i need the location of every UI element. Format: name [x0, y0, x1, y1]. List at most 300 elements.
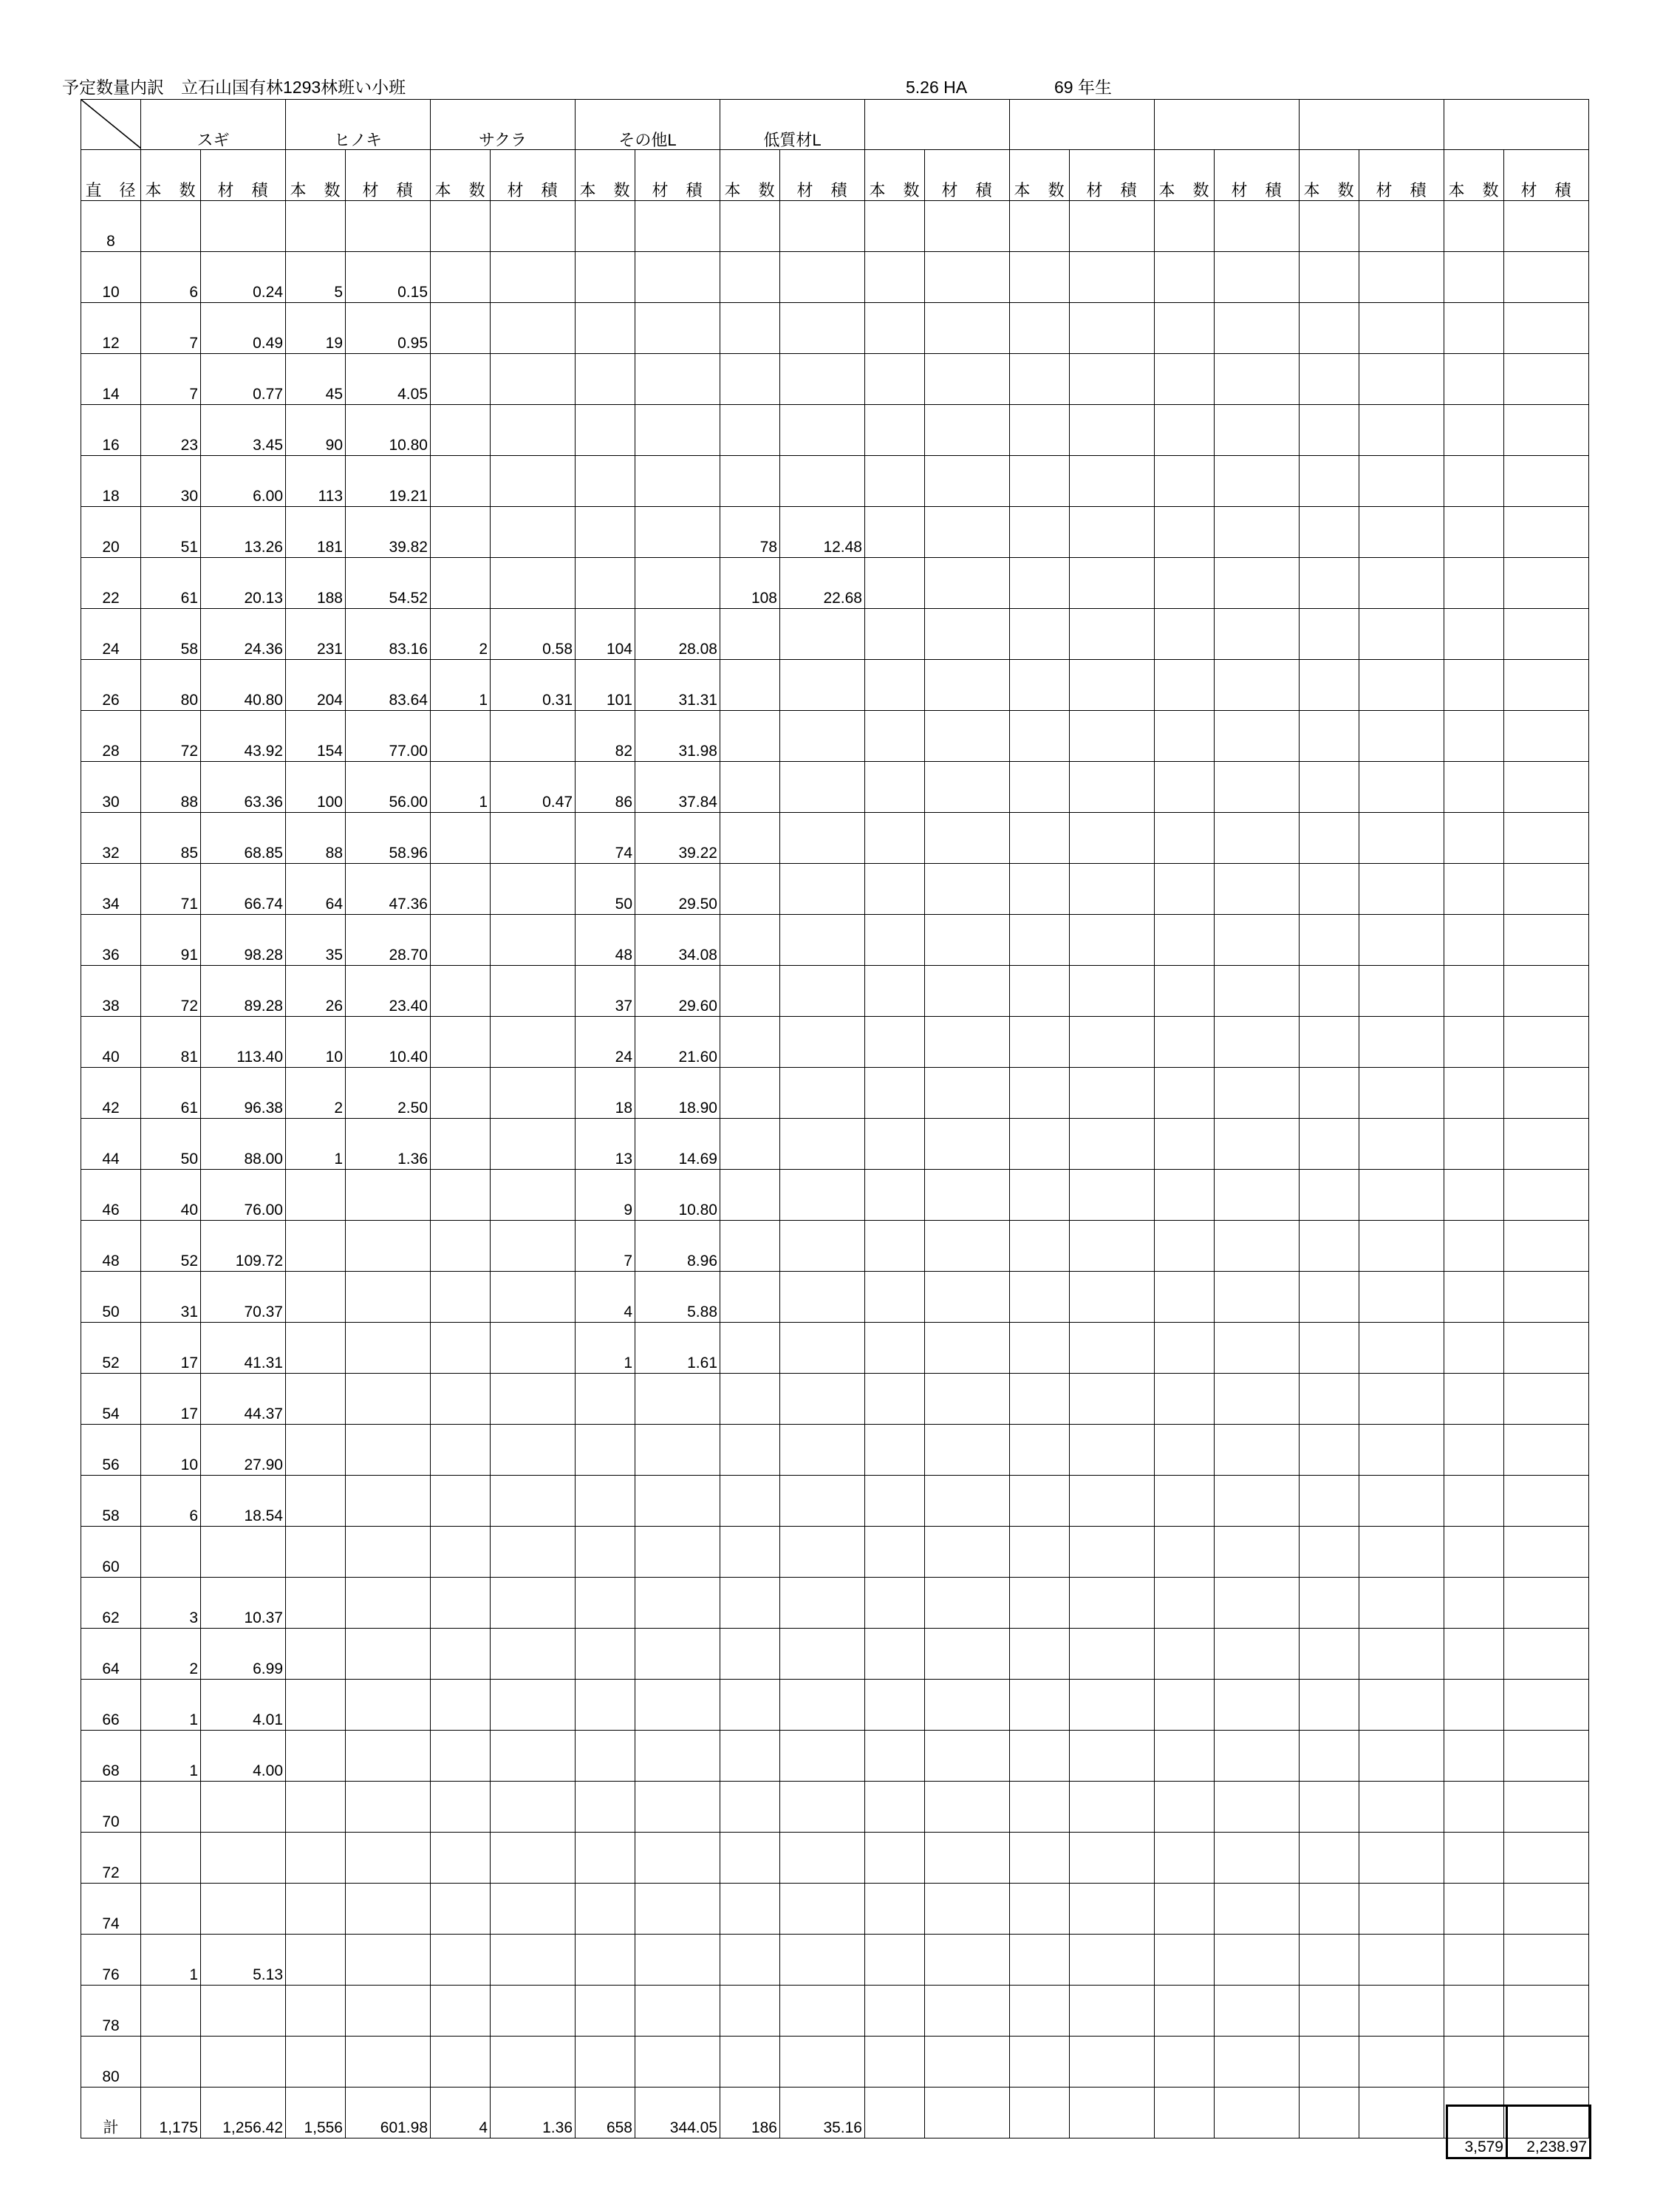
count-cell [1010, 201, 1070, 252]
count-cell: 17 [141, 1323, 201, 1374]
volume-cell [491, 1884, 576, 1935]
volume-cell [1215, 1476, 1300, 1527]
volume-cell [780, 1527, 865, 1578]
diameter-cell: 56 [81, 1425, 141, 1476]
volume-cell: 83.64 [346, 660, 431, 711]
count-cell [431, 456, 491, 507]
count-cell [865, 1221, 925, 1272]
count-cell [1155, 1272, 1215, 1323]
count-cell [720, 1272, 780, 1323]
table-row [81, 2037, 1589, 2088]
table-row [81, 1272, 1589, 1323]
volume-cell [201, 1986, 286, 2037]
count-cell [720, 1068, 780, 1119]
volume-cell [780, 2037, 865, 2088]
volume-cell [1070, 2088, 1155, 2138]
count-cell [1300, 1068, 1359, 1119]
count-cell [1010, 711, 1070, 762]
volume-cell [1070, 1833, 1155, 1884]
count-cell [1155, 1833, 1215, 1884]
count-cell [720, 1833, 780, 1884]
volume-cell [201, 1833, 286, 1884]
count-cell [1444, 2037, 1504, 2088]
count-cell [286, 1221, 346, 1272]
count-header: 本 数 [720, 150, 780, 201]
volume-cell [491, 456, 576, 507]
volume-cell [635, 354, 720, 405]
count-cell [720, 1476, 780, 1527]
diameter-cell: 58 [81, 1476, 141, 1527]
count-cell [720, 1884, 780, 1935]
count-header: 本 数 [1155, 150, 1215, 201]
count-cell [720, 1374, 780, 1425]
volume-cell [1504, 1986, 1589, 2037]
diameter-cell: 24 [81, 609, 141, 660]
count-cell: 13 [576, 1119, 635, 1170]
count-cell: 50 [576, 864, 635, 915]
count-cell [1444, 1680, 1504, 1731]
volume-cell [1359, 1986, 1444, 2037]
count-cell [1300, 1425, 1359, 1476]
volume-cell [1070, 2037, 1155, 2088]
volume-cell [1359, 1221, 1444, 1272]
count-cell [1300, 915, 1359, 966]
count-cell [431, 1374, 491, 1425]
count-cell [1300, 1578, 1359, 1629]
volume-cell: 601.98 [346, 2088, 431, 2138]
count-cell [1155, 354, 1215, 405]
volume-cell [925, 1578, 1010, 1629]
count-cell [1155, 1680, 1215, 1731]
volume-cell [780, 1323, 865, 1374]
volume-cell: 344.05 [635, 2088, 720, 2138]
volume-cell [1070, 354, 1155, 405]
area-label: 5.26 HA [906, 78, 968, 97]
volume-cell [780, 966, 865, 1017]
count-cell [1155, 405, 1215, 456]
count-cell [431, 1221, 491, 1272]
volume-cell: 63.36 [201, 762, 286, 813]
volume-cell [1070, 1731, 1155, 1782]
volume-cell [491, 813, 576, 864]
volume-cell [201, 201, 286, 252]
count-cell [1155, 1578, 1215, 1629]
count-cell [431, 1425, 491, 1476]
count-cell [1155, 1986, 1215, 2037]
count-cell: 78 [720, 507, 780, 558]
count-cell [1300, 354, 1359, 405]
count-cell [431, 507, 491, 558]
count-cell [1300, 660, 1359, 711]
count-cell [1300, 1374, 1359, 1425]
count-cell: 1 [286, 1119, 346, 1170]
volume-cell [1215, 558, 1300, 609]
volume-cell [1359, 456, 1444, 507]
volume-cell [925, 762, 1010, 813]
volume-cell [1215, 1221, 1300, 1272]
volume-cell: 0.31 [491, 660, 576, 711]
count-cell: 51 [141, 507, 201, 558]
count-cell [1010, 1986, 1070, 2037]
volume-cell [635, 456, 720, 507]
count-cell: 5 [286, 252, 346, 303]
volume-cell [1504, 201, 1589, 252]
count-cell [1300, 1629, 1359, 1680]
table-row [81, 354, 1589, 405]
count-cell [1155, 252, 1215, 303]
volume-cell [1504, 864, 1589, 915]
count-cell [431, 1527, 491, 1578]
count-cell [1010, 303, 1070, 354]
volume-cell [491, 1680, 576, 1731]
count-cell [1300, 2037, 1359, 2088]
count-cell [286, 1272, 346, 1323]
volume-cell [1359, 1731, 1444, 1782]
count-cell [720, 1017, 780, 1068]
count-cell [720, 1221, 780, 1272]
volume-cell [1504, 1170, 1589, 1221]
count-cell [1444, 1833, 1504, 1884]
count-cell: 45 [286, 354, 346, 405]
count-cell: 85 [141, 813, 201, 864]
volume-cell: 20.13 [201, 558, 286, 609]
volume-cell: 34.08 [635, 915, 720, 966]
volume-cell: 70.37 [201, 1272, 286, 1323]
count-cell [1010, 507, 1070, 558]
count-cell [720, 1527, 780, 1578]
count-cell [1300, 1782, 1359, 1833]
count-cell: 4 [431, 2088, 491, 2138]
diameter-cell: 42 [81, 1068, 141, 1119]
diameter-cell: 46 [81, 1170, 141, 1221]
table-row [81, 915, 1589, 966]
volume-cell [491, 1731, 576, 1782]
count-cell [1010, 1833, 1070, 1884]
diameter-cell: 78 [81, 1986, 141, 2037]
volume-cell [1215, 1425, 1300, 1476]
table-row [81, 558, 1589, 609]
table-row [81, 1935, 1589, 1986]
count-cell [1010, 1170, 1070, 1221]
count-cell [1155, 507, 1215, 558]
volume-cell: 66.74 [201, 864, 286, 915]
count-cell [720, 303, 780, 354]
volume-cell [635, 558, 720, 609]
count-cell: 1 [431, 762, 491, 813]
volume-cell [1504, 1578, 1589, 1629]
count-cell: 10 [141, 1425, 201, 1476]
count-cell: 81 [141, 1017, 201, 1068]
count-header: 本 数 [431, 150, 491, 201]
volume-cell [1504, 456, 1589, 507]
count-cell [1300, 252, 1359, 303]
count-cell [576, 1374, 635, 1425]
volume-cell [491, 966, 576, 1017]
volume-cell [635, 507, 720, 558]
count-cell [1444, 456, 1504, 507]
volume-cell [780, 1119, 865, 1170]
count-cell: 37 [576, 966, 635, 1017]
count-cell [1155, 1935, 1215, 1986]
table-row [81, 405, 1589, 456]
volume-cell [780, 1374, 865, 1425]
species-header: サクラ [431, 100, 576, 150]
table-row [81, 1680, 1589, 1731]
volume-cell [780, 762, 865, 813]
count-cell [1155, 456, 1215, 507]
count-cell [1300, 1017, 1359, 1068]
total-row [81, 2088, 1589, 2138]
count-cell [1444, 252, 1504, 303]
count-cell [865, 915, 925, 966]
count-cell [431, 1476, 491, 1527]
count-cell: 52 [141, 1221, 201, 1272]
count-header: 本 数 [1300, 150, 1359, 201]
volume-cell [1215, 1833, 1300, 1884]
count-cell [865, 2037, 925, 2088]
count-cell [865, 405, 925, 456]
diameter-cell: 36 [81, 915, 141, 966]
count-cell [865, 1731, 925, 1782]
diameter-cell: 30 [81, 762, 141, 813]
volume-cell [1215, 1374, 1300, 1425]
volume-cell [925, 1476, 1010, 1527]
count-cell [141, 2037, 201, 2088]
count-cell: 31 [141, 1272, 201, 1323]
count-cell [720, 1425, 780, 1476]
volume-cell [1215, 354, 1300, 405]
volume-cell: 0.47 [491, 762, 576, 813]
volume-cell [1215, 201, 1300, 252]
volume-cell: 68.85 [201, 813, 286, 864]
table-row [81, 660, 1589, 711]
count-cell: 100 [286, 762, 346, 813]
corner-diagonal-cell [81, 100, 141, 150]
count-cell [720, 201, 780, 252]
volume-cell [1359, 864, 1444, 915]
volume-cell [1070, 1986, 1155, 2037]
count-cell [431, 1833, 491, 1884]
volume-cell [780, 1221, 865, 1272]
volume-cell [1359, 303, 1444, 354]
volume-cell [925, 507, 1010, 558]
count-cell [1300, 1476, 1359, 1527]
volume-cell [780, 864, 865, 915]
count-cell [1010, 1527, 1070, 1578]
volume-cell [925, 456, 1010, 507]
volume-cell [780, 1782, 865, 1833]
count-cell [286, 1884, 346, 1935]
count-cell [720, 813, 780, 864]
volume-cell [1070, 1068, 1155, 1119]
volume-cell [491, 915, 576, 966]
count-cell: 72 [141, 711, 201, 762]
volume-cell [925, 966, 1010, 1017]
volume-cell: 28.70 [346, 915, 431, 966]
count-cell [865, 1680, 925, 1731]
count-cell: 18 [576, 1068, 635, 1119]
count-cell [720, 1323, 780, 1374]
diameter-cell: 12 [81, 303, 141, 354]
volume-cell [635, 252, 720, 303]
count-header: 本 数 [1010, 150, 1070, 201]
count-cell [286, 1731, 346, 1782]
volume-cell [925, 1119, 1010, 1170]
volume-cell [1070, 966, 1155, 1017]
count-cell: 88 [141, 762, 201, 813]
count-cell [1155, 1323, 1215, 1374]
count-cell [1300, 762, 1359, 813]
volume-cell: 88.00 [201, 1119, 286, 1170]
diameter-cell: 22 [81, 558, 141, 609]
count-cell [576, 1476, 635, 1527]
diameter-cell: 62 [81, 1578, 141, 1629]
count-cell [1300, 558, 1359, 609]
count-cell [1010, 1884, 1070, 1935]
count-cell [431, 1272, 491, 1323]
volume-cell [346, 1425, 431, 1476]
count-cell [1155, 1476, 1215, 1527]
count-cell: 19 [286, 303, 346, 354]
volume-cell [491, 711, 576, 762]
diameter-cell: 32 [81, 813, 141, 864]
volume-cell [1359, 1833, 1444, 1884]
count-cell [1010, 405, 1070, 456]
volume-cell [925, 1884, 1010, 1935]
volume-cell: 4.05 [346, 354, 431, 405]
volume-cell [346, 1782, 431, 1833]
volume-cell [1359, 507, 1444, 558]
count-cell: 30 [141, 456, 201, 507]
volume-cell [1359, 1323, 1444, 1374]
species-header: ヒノキ [286, 100, 431, 150]
table-row [81, 1374, 1589, 1425]
volume-cell [780, 1578, 865, 1629]
volume-cell [925, 1986, 1010, 2037]
volume-cell [1215, 609, 1300, 660]
volume-cell: 10.80 [346, 405, 431, 456]
count-cell [1010, 1578, 1070, 1629]
volume-cell [346, 1374, 431, 1425]
volume-cell [1215, 1629, 1300, 1680]
count-cell [1155, 1629, 1215, 1680]
volume-cell [635, 1986, 720, 2037]
volume-cell [1070, 1272, 1155, 1323]
count-cell: 61 [141, 1068, 201, 1119]
diameter-cell: 18 [81, 456, 141, 507]
volume-cell [780, 1068, 865, 1119]
count-cell [1010, 558, 1070, 609]
volume-cell [491, 864, 576, 915]
count-cell [1444, 1578, 1504, 1629]
volume-cell [780, 354, 865, 405]
count-cell [431, 303, 491, 354]
count-cell [720, 1119, 780, 1170]
volume-cell [1070, 1323, 1155, 1374]
volume-cell [1215, 2037, 1300, 2088]
volume-cell [1070, 201, 1155, 252]
count-cell [865, 1578, 925, 1629]
volume-cell [780, 1680, 865, 1731]
volume-cell [635, 1425, 720, 1476]
volume-cell: 58.96 [346, 813, 431, 864]
volume-header: 材 積 [1359, 150, 1444, 201]
count-cell [1444, 1731, 1504, 1782]
volume-cell [780, 1272, 865, 1323]
count-cell [720, 1782, 780, 1833]
table-row [81, 1476, 1589, 1527]
volume-header: 材 積 [780, 150, 865, 201]
count-cell [1010, 915, 1070, 966]
count-cell [1444, 1119, 1504, 1170]
diameter-cell: 80 [81, 2037, 141, 2088]
volume-cell [1504, 558, 1589, 609]
volume-cell [1359, 711, 1444, 762]
volume-cell [1504, 1629, 1589, 1680]
volume-cell [346, 1884, 431, 1935]
volume-cell [780, 915, 865, 966]
volume-cell [1359, 354, 1444, 405]
count-cell [1444, 1884, 1504, 1935]
volume-cell [1070, 456, 1155, 507]
count-cell [431, 1119, 491, 1170]
volume-cell [780, 609, 865, 660]
table-row [81, 966, 1589, 1017]
count-cell [141, 1986, 201, 2037]
table-row [81, 1119, 1589, 1170]
count-cell [1010, 252, 1070, 303]
volume-cell [925, 2088, 1010, 2138]
count-cell: 2 [141, 1629, 201, 1680]
count-cell [1444, 864, 1504, 915]
species-header: その他L [576, 100, 720, 150]
table-row [81, 813, 1589, 864]
count-cell [1300, 1323, 1359, 1374]
count-cell [1444, 813, 1504, 864]
volume-header: 材 積 [925, 150, 1010, 201]
volume-cell [491, 1221, 576, 1272]
count-cell [1010, 1374, 1070, 1425]
count-cell [141, 1527, 201, 1578]
volume-cell [925, 609, 1010, 660]
diameter-cell: 28 [81, 711, 141, 762]
volume-cell [491, 1527, 576, 1578]
count-cell [720, 1986, 780, 2037]
count-cell [286, 1935, 346, 1986]
count-cell [1300, 864, 1359, 915]
volume-cell [780, 711, 865, 762]
volume-cell [635, 1578, 720, 1629]
volume-cell: 4.00 [201, 1731, 286, 1782]
diameter-cell: 8 [81, 201, 141, 252]
volume-cell: 1.36 [491, 2088, 576, 2138]
count-cell [1300, 609, 1359, 660]
volume-cell [1215, 1680, 1300, 1731]
count-cell [865, 456, 925, 507]
volume-cell: 76.00 [201, 1170, 286, 1221]
volume-cell: 0.49 [201, 303, 286, 354]
count-cell [1300, 1935, 1359, 1986]
volume-cell: 31.31 [635, 660, 720, 711]
count-cell [1444, 915, 1504, 966]
count-cell: 2 [286, 1068, 346, 1119]
volume-cell [1070, 507, 1155, 558]
volume-breakdown-table [81, 99, 1589, 2138]
count-cell [286, 201, 346, 252]
volume-cell [925, 813, 1010, 864]
volume-cell [780, 1425, 865, 1476]
grand-total-box [1446, 2105, 1591, 2159]
